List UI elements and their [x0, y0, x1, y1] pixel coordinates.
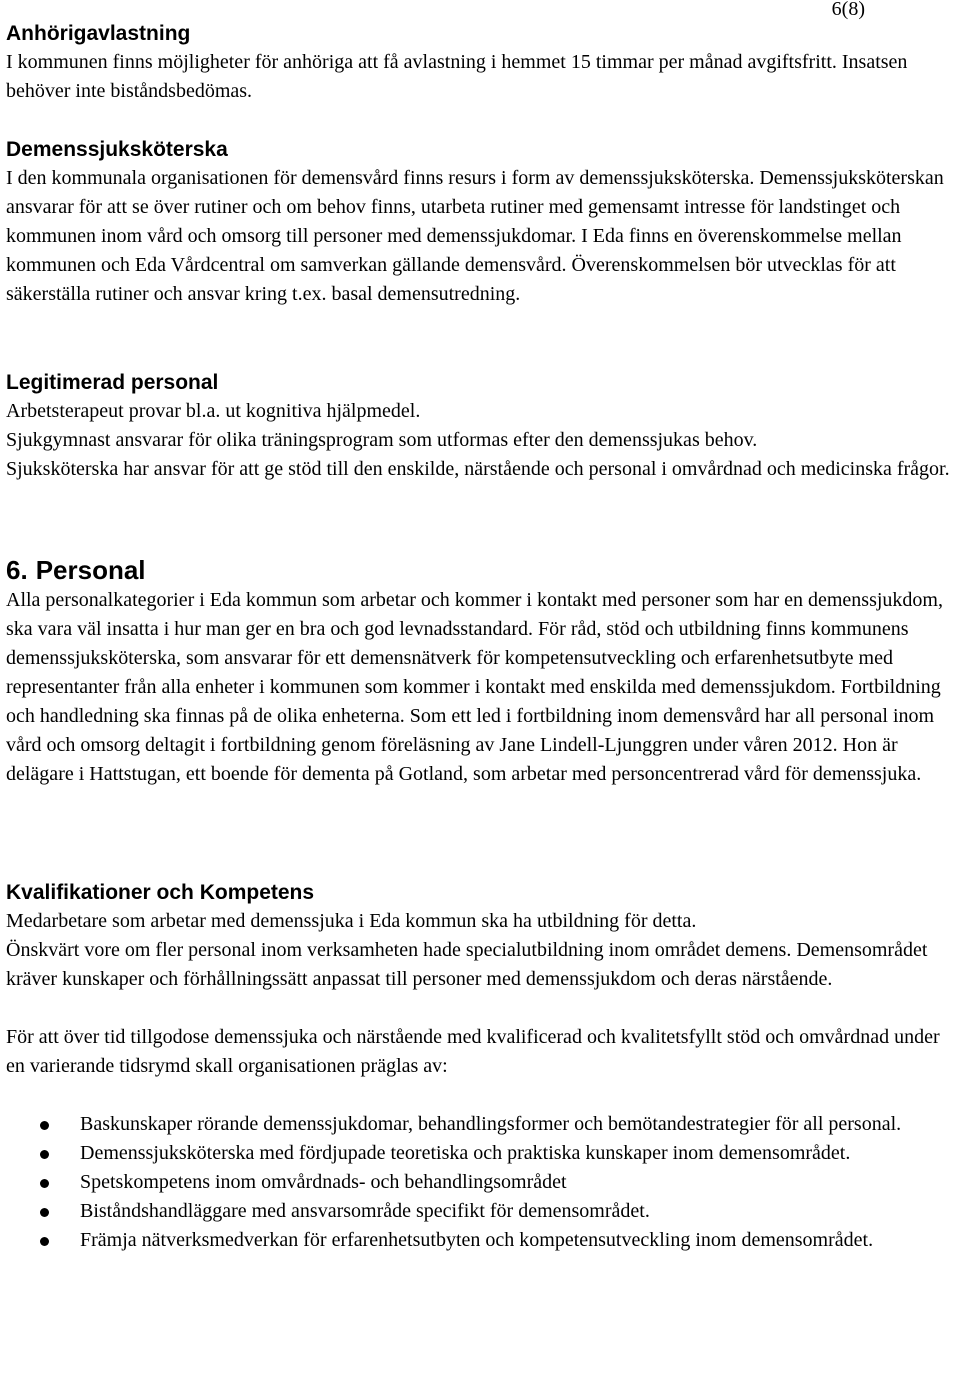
section-kvalifikationer	[6, 878, 960, 1255]
list-item	[6, 1168, 960, 1197]
heading-personal	[6, 554, 960, 586]
list-item-text: Demenssjuksköterska med fördjupade teoretiska och praktiska kunskaper inom demensområdet.	[80, 1142, 851, 1164]
paragraph-intro: För att över tid tillgodose demenssjuka och närstående med kvalificerad och kvalitetsfyllt stöd och omvårdnad under en varierande tidsrymd skall organisationen präglas av:	[6, 1026, 940, 1077]
section-legitimerad-personal	[6, 368, 960, 484]
list-item-text: Spetskompetens inom omvårdnads- och behandlingsområdet	[80, 1171, 567, 1193]
section-number: 6.	[6, 555, 28, 585]
heading-demenssjukskoterska: Demenssjuksköterska	[6, 138, 228, 161]
section-demenssjukskoterska	[6, 135, 960, 309]
bullet-icon	[40, 1237, 49, 1246]
list-item-text: Främja nätverksmedverkan för erfarenhetsutbyten och kompetensutveckling inom demensområdet.	[80, 1229, 874, 1251]
list-item-text: Baskunskaper rörande demenssjukdomar, behandlingsformer och bemötandestrategier för all personal.	[80, 1113, 902, 1135]
bullet-icon	[40, 1121, 49, 1130]
line-sjukgymnast: Sjukgymnast ansvarar för olika träningsprogram som utformas efter den demenssjukas behov.	[6, 429, 758, 451]
bullet-icon	[40, 1150, 49, 1159]
paragraph-onskvart: Önskvärt vore om fler personal inom verksamheten hade specialutbildning inom området demens. Demensområdet kräver kunskaper och förhållningssätt anpassat till personer med demenssjukdom och deras närstående.	[6, 939, 928, 990]
bullet-icon	[40, 1179, 49, 1188]
page-number: 6(8)	[831, 0, 865, 20]
list-item	[6, 1139, 960, 1168]
list-item	[6, 1197, 960, 1226]
section-personal	[6, 554, 960, 789]
heading-kvalifikationer: Kvalifikationer och Kompetens	[6, 881, 315, 904]
section-title: Personal	[35, 555, 146, 585]
paragraph-anhorigavlastning: I kommunen finns möjligheter för anhöriga att få avlastning i hemmet 15 timmar per månad avgiftsfritt. Insatsen behöver inte biståndsbedömas.	[6, 51, 908, 102]
list-item-text: Biståndshandläggare med ansvarsområde specifikt för demensområdet.	[80, 1200, 650, 1222]
bullet-icon	[40, 1208, 49, 1217]
paragraph-personal: Alla personalkategorier i Eda kommun som arbetar och kommer i kontakt med personer som har en demenssjukdom, ska vara väl insatta i hur man ger en bra och god levnadsstandard. För råd, stöd och utbildning finns kommunens demenssjuksköterska, som ansvarar för ett demensnätverk för kompetensutveckling och erfarenhetsutbyte med representanter från alla enheter i kommunen som kommer i kontakt med enskilda med demenssjukdom. Fortbildning och handledning ska finnas på de olika enheterna. Som ett led i fortbildning inom demensvård har all personal inom vård och omsorg deltagit i fortbildning genom föreläsning av Jane Lindell-Ljunggren under våren 2012. Hon är delägare i Hattstugan, ett boende för dementa på Gotland, som arbetar med personcentrerad vård för demenssjuka.	[6, 589, 943, 785]
line-sjukskoterska: Sjuksköterska har ansvar för att ge stöd till den enskilde, närstående och personal i omvårdnad och medicinska frågor.	[6, 458, 950, 480]
heading-legitimerad-personal: Legitimerad personal	[6, 371, 219, 394]
bullet-list	[6, 1110, 960, 1255]
paragraph-demenssjukskoterska: I den kommunala organisationen för demensvård finns resurs i form av demenssjuksköterska. Demenssjuksköterskan ansvarar för att se över rutiner och om behov finns, utarbeta rutiner med gemensamt intresse för landstinget och kommunen inom vård och omsorg till personer med demenssjukdomar. I Eda finns en överenskommelse mellan kommunen och Eda Vårdcentral om samverkan gällande demensvård. Överenskommelsen bör utvecklas för att säkerställa rutiner och ansvar kring t.ex. basal demensutredning.	[6, 167, 944, 305]
section-anhorigavlastning	[6, 19, 960, 106]
list-item	[6, 1110, 960, 1139]
line-arbetsterapeut: Arbetsterapeut provar bl.a. ut kognitiva hjälpmedel.	[6, 400, 421, 422]
line-medarbetare: Medarbetare som arbetar med demenssjuka i Eda kommun ska ha utbildning för detta.	[6, 910, 697, 932]
list-item	[6, 1226, 960, 1255]
heading-anhorigavlastning: Anhörigavlastning	[6, 22, 191, 45]
